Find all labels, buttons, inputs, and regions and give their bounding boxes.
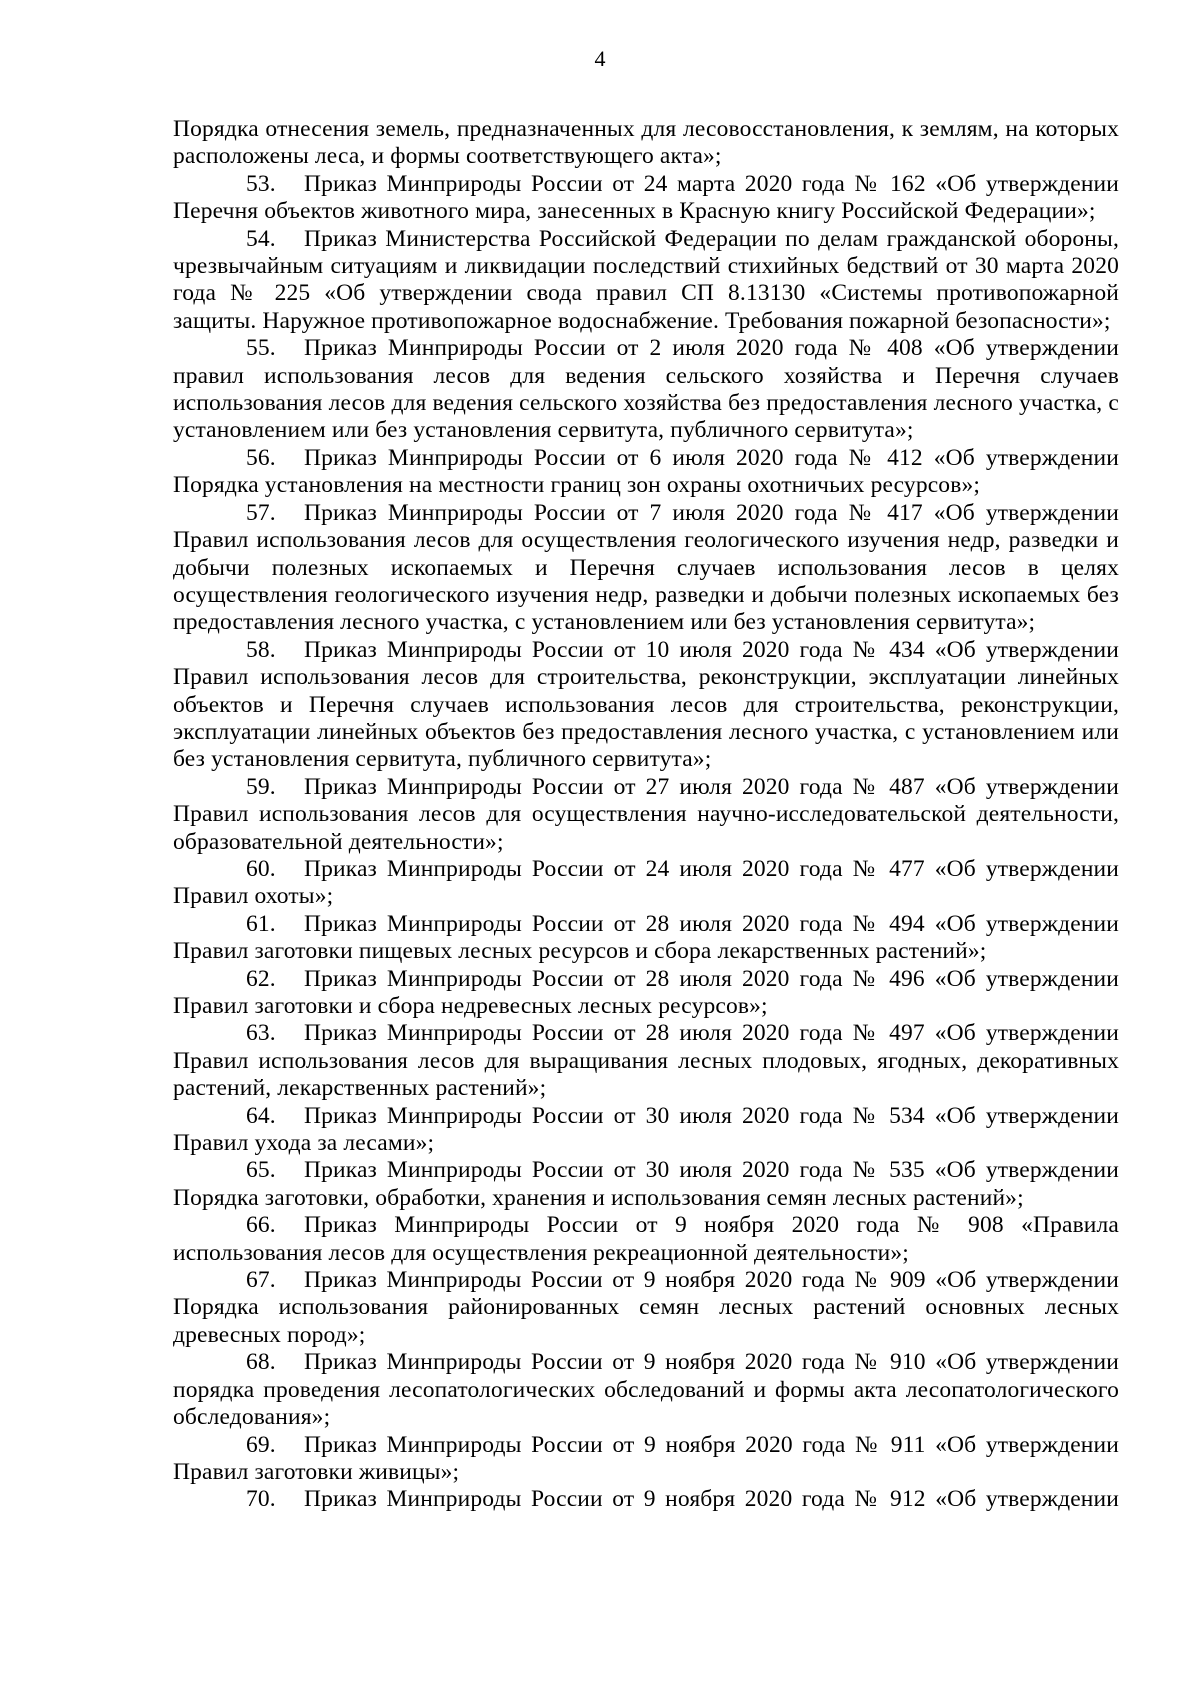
list-item	[173, 335, 1119, 445]
list-item	[173, 856, 1119, 911]
list-item	[173, 171, 1119, 226]
list-item	[173, 1020, 1119, 1102]
list-item	[173, 1349, 1119, 1431]
item-text: Приказ Минприроды России от 24 июля 2020 года № 477 «Об утверждении Правил охоты»;	[173, 855, 1119, 910]
item-text: Приказ Минприроды России от 2 июля 2020 года № 408 «Об утверждении правил использования лесов для ведения сельского хозяйства и Перечня случаев использования лесов для ведения сельского хозяйства без предоставления лесного участка, с установлением или без установления сервитута, публичного сервитута»;	[173, 335, 1119, 444]
item-number: 66.	[246, 1212, 276, 1239]
page-number: 4	[594, 46, 606, 71]
item-number: 62.	[246, 965, 276, 992]
item-number: 64.	[246, 1102, 276, 1129]
list-item	[173, 966, 1119, 1021]
item-number: 65.	[246, 1157, 276, 1184]
item-number: 69.	[246, 1431, 276, 1458]
item-number: 53.	[246, 170, 276, 197]
item-text: Приказ Минприроды России от 6 июля 2020 года № 412 «Об утверждении Порядка установления на местности границ зон охраны охотничьих ресурсов»;	[173, 444, 1119, 499]
list-item	[173, 911, 1119, 966]
item-number: 59.	[246, 773, 276, 800]
item-number: 54.	[246, 225, 276, 252]
list-item	[173, 774, 1119, 856]
item-number: 56.	[246, 444, 276, 471]
list-item	[173, 1157, 1119, 1212]
document-body	[173, 116, 1119, 1514]
list-item	[173, 1432, 1119, 1487]
item-number: 60.	[246, 855, 276, 882]
list-item	[173, 445, 1119, 500]
item-text: Приказ Минприроды России от 27 июля 2020 года № 487 «Об утверждении Правил использования лесов для осуществления научно-исследовательской деятельности, образовательной деятельности»;	[173, 773, 1119, 855]
item-text: Приказ Минприроды России от 10 июля 2020 года № 434 «Об утверждении Правил использования лесов для строительства, реконструкции, эксплуатации линейных объектов и Перечня случаев использования лесов для строительства, реконструкции, эксплуатации линейных объектов без предоставления лесного участка, с установлением или без установления сервитута, публичного сервитута»;	[173, 636, 1119, 773]
item-text: Приказ Минприроды России от 7 июля 2020 года № 417 «Об утверждении Правил использования лесов для осуществления геологического изучения недр, разведки и добычи полезных ископаемых и Перечня случаев использования лесов в целях осуществления геологического изучения недр, разведки и добычи полезных ископаемых без предоставления лесного участка, с установлением или без установления сервитута»;	[173, 499, 1119, 636]
item-number: 55.	[246, 335, 276, 362]
item-number: 70.	[246, 1486, 276, 1513]
item-text: Приказ Минприроды России от 28 июля 2020 года № 497 «Об утверждении Правил использования лесов для выращивания лесных плодовых, ягодных, декоративных растений, лекарственных растений»;	[173, 1020, 1119, 1102]
list-item	[173, 500, 1119, 637]
item-number: 63.	[246, 1020, 276, 1047]
item-number: 61.	[246, 910, 276, 937]
item-text: Приказ Минприроды России от 9 ноября 2020 года № 909 «Об утверждении Порядка использования районированных семян лесных растений основных лесных древесных пород»;	[173, 1267, 1119, 1348]
item-text: Приказ Минприроды России от 9 ноября 2020 года № 908 «Правила использования лесов для осуществления рекреационной деятельности»;	[173, 1212, 1119, 1266]
item-text: Приказ Минприроды России от 28 июля 2020 года № 494 «Об утверждении Правил заготовки пищевых лесных ресурсов и сбора лекарственных растений»;	[173, 910, 1119, 965]
item-number: 57.	[246, 499, 276, 526]
item-text: Приказ Минприроды России от 24 марта 2020 года № 162 «Об утверждении Перечня объектов животного мира, занесенных в Красную книгу Российской Федерации»;	[173, 170, 1119, 225]
list-item	[173, 1103, 1119, 1158]
list-item	[173, 226, 1119, 336]
list-item	[173, 1267, 1119, 1349]
item-number: 68.	[246, 1349, 276, 1376]
item-text: Приказ Минприроды России от 9 ноября 2020 года № 910 «Об утверждении порядка проведения лесопатологических обследований и формы акта лесопатологического обследования»;	[173, 1349, 1119, 1431]
item-text: Приказ Минприроды России от 9 ноября 2020 года № 912 «Об утверждении	[304, 1486, 1119, 1513]
list-item	[173, 637, 1119, 774]
item-text: Приказ Министерства Российской Федерации по делам гражданской обороны, чрезвычайным ситуациям и ликвидации последствий стихийных бедствий от 30 марта 2020 года № 225 «Об утверждении свода правил СП 8.13130 «Системы противопожарной защиты. Наружное противопожарное водоснабжение. Требования пожарной безопасности»;	[173, 225, 1119, 334]
intro-paragraph: Порядка отнесения земель, предназначенных для лесовосстановления, к землям, на которых расположены леса, и формы соответствующего акта»;	[173, 116, 1119, 170]
item-text: Приказ Минприроды России от 9 ноября 2020 года № 911 «Об утверждении Правил заготовки живицы»;	[173, 1431, 1119, 1485]
list-item	[173, 1486, 1119, 1513]
item-list	[173, 171, 1119, 1514]
item-number: 58.	[246, 636, 276, 663]
item-number: 67.	[246, 1267, 276, 1294]
item-text: Приказ Минприроды России от 30 июля 2020 года № 534 «Об утверждении Правил ухода за лесами»;	[173, 1102, 1119, 1157]
list-item	[173, 1212, 1119, 1267]
item-text: Приказ Минприроды России от 28 июля 2020 года № 496 «Об утверждении Правил заготовки и сбора недревесных лесных ресурсов»;	[173, 965, 1119, 1019]
item-text: Приказ Минприроды России от 30 июля 2020 года № 535 «Об утверждении Порядка заготовки, обработки, хранения и использования семян лесных растений»;	[173, 1157, 1119, 1211]
